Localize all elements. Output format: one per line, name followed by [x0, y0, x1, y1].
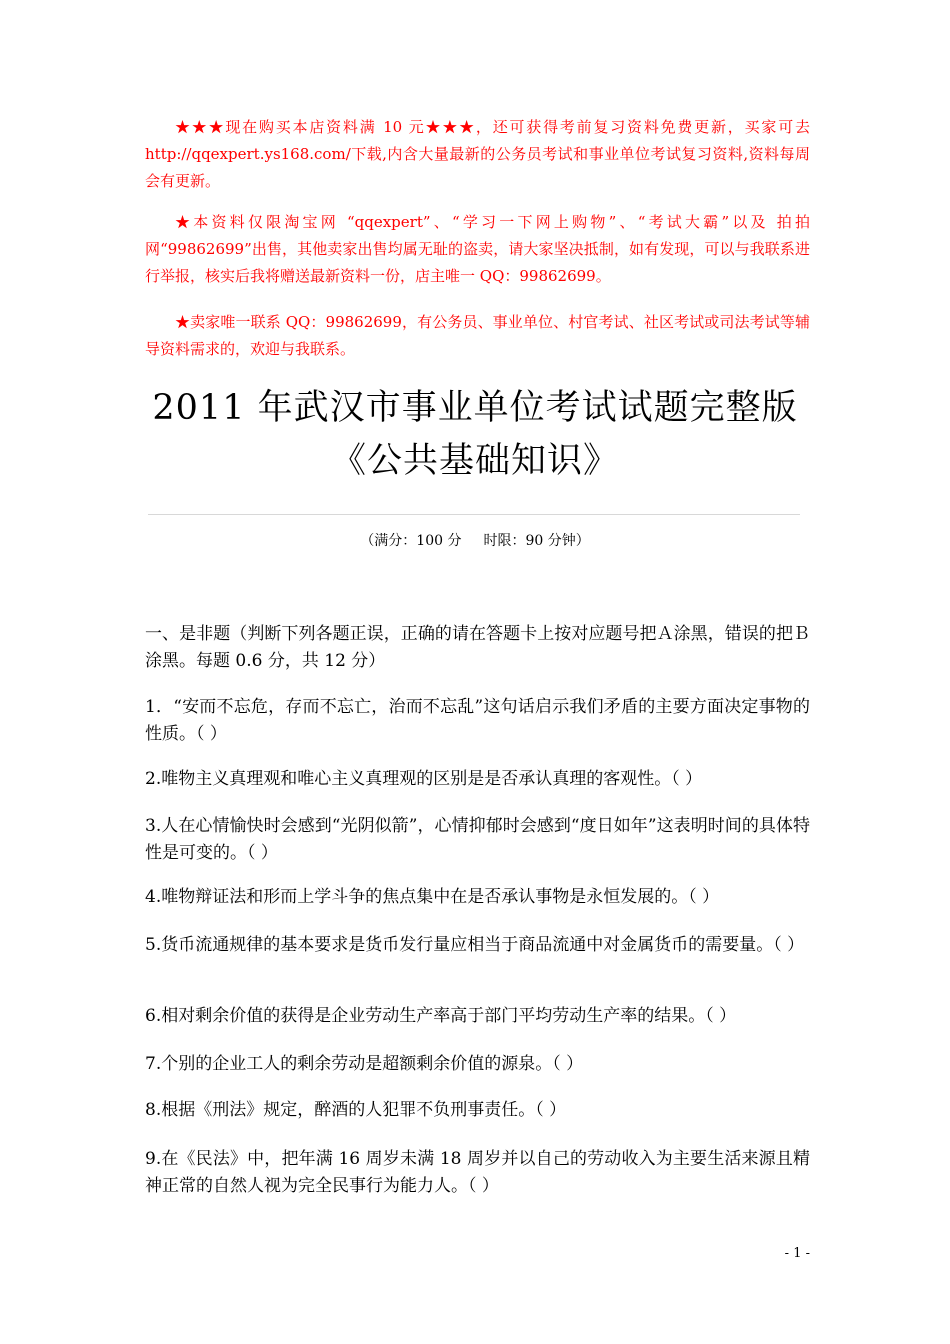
question-item: 6.相对剩余价值的获得是企业劳动生产率高于部门平均劳动生产率的结果。（ ）: [145, 1006, 737, 1026]
promo-paragraph-3: ★卖家唯一联系 QQ：99862699，有公务员、事业单位、村官考试、社区考试或司法考试等辅导资料需求的，欢迎与我联系。: [145, 313, 810, 358]
question-item: 1．“安而不忘危，存而不忘亡，治而不忘乱”这句话启示我们矛盾的主要方面决定事物的性质。（ ）: [145, 697, 810, 744]
promo-paragraph-1: ★★★现在购买本店资料满 10 元★★★，还可获得考前复习资料免费更新，买家可去 http://qqexpert.ys168.com/下载,内含大量最新的公务员考试和事业单位考试复习资料,资料每周会有更新。: [145, 118, 810, 190]
page-number: - 1 -: [784, 1246, 810, 1261]
question-item: 8.根据《刑法》规定，醉酒的人犯罪不负刑事责任。（ ）: [145, 1100, 567, 1120]
document-title: 2011 年武汉市事业单位考试试题完整版: [152, 388, 798, 428]
question-item: 4.唯物辩证法和形而上学斗争的焦点集中在是否承认事物是永恒发展的。（ ）: [145, 887, 720, 907]
promo-paragraph-2: ★本资料仅限淘宝网 “qqexpert”、“学习一下网上购物”、“考试大霸”以及 拍拍网“99862699”出售，其他卖家出售均属无耻的盗卖，请大家坚决抵制，如有发现，可以与我联系进行举报，核实后我将赠送最新资料一份，店主唯一 QQ：99862699。: [145, 213, 810, 285]
time-limit: 时限：90 分钟）: [483, 533, 590, 549]
question-item: 7.个别的企业工人的剩余劳动是超额剩余价值的源泉。（ ）: [145, 1054, 584, 1074]
question-item: 5.货币流通规律的基本要求是货币发行量应相当于商品流通中对金属货币的需要量。（ ）: [145, 935, 805, 955]
title-divider: [148, 514, 800, 515]
question-item: 3.人在心情愉快时会感到“光阴似箭”，心情抑郁时会感到“度日如年”这表明时间的具体特性是可变的。（ ）: [145, 816, 810, 863]
document-subtitle: 《公共基础知识》: [330, 441, 619, 481]
question-item: 9.在《民法》中，把年满 16 周岁未满 18 周岁并以自己的劳动收入为主要生活来源且精神正常的自然人视为完全民事行为能力人。（ ）: [145, 1149, 810, 1196]
section-heading: 一、是非题（判断下列各题正误，正确的请在答题卡上按对应题号把Ａ涂黑，错误的把Ｂ涂黑。每题 0.6 分，共 12 分）: [145, 624, 810, 671]
question-item: 2.唯物主义真理观和唯心主义真理观的区别是是否承认真理的客观性。（ ）: [145, 769, 703, 789]
exam-limits: [0, 531, 950, 551]
score-limit: （满分：100 分: [360, 533, 462, 549]
